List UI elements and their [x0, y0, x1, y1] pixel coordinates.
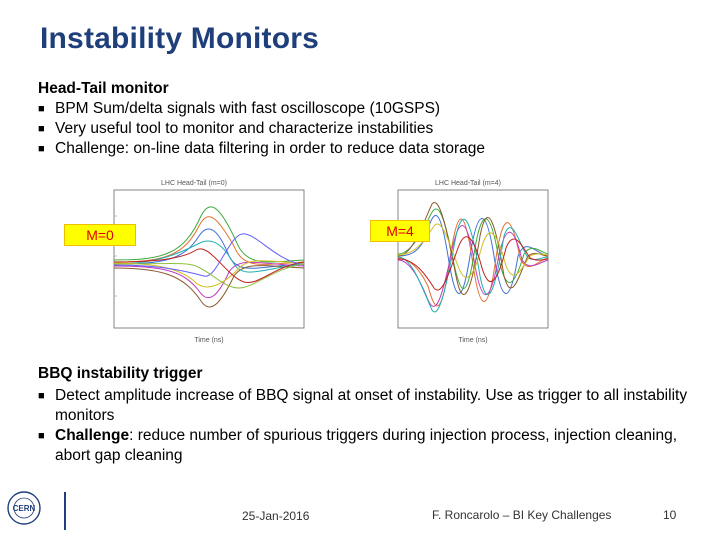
mode-label-m4: M=4 — [370, 220, 430, 242]
bullet-icon: ■ — [38, 143, 45, 155]
mode-label-m0: M=0 — [64, 224, 136, 246]
bullet-icon: ■ — [38, 123, 45, 135]
bullet-icon: ■ — [38, 103, 45, 115]
plot-title: LHC Head-Tail (m=0) — [161, 180, 227, 187]
bullet-item: ■ Challenge: on-line data filtering in order to reduce data storage — [38, 140, 485, 157]
bullet-list-head-tail — [38, 99, 485, 159]
x-axis-label: Time (ns) — [194, 337, 224, 344]
cern-logo-icon — [6, 490, 42, 526]
bullet-icon: ■ — [38, 430, 45, 442]
bullet-item: ■ BPM Sum/delta signals with fast oscilloscope (10GSPS) — [38, 100, 441, 117]
section-heading-head-tail: Head-Tail monitor — [38, 80, 169, 97]
slide-title: Instability Monitors — [40, 22, 320, 55]
section-heading-bbq: BBQ instability trigger — [38, 365, 203, 382]
footer-author: F. Roncarolo – BI Key Challenges — [432, 508, 612, 522]
footer-divider — [64, 492, 66, 530]
svg-text:CERN: CERN — [12, 504, 36, 513]
bullet-item: ■ Detect amplitude increase of BBQ signal at onset of instability. Use as trigger to all instability monitors — [38, 387, 688, 424]
head-tail-plot-m0 — [84, 176, 316, 346]
plot-title: LHC Head-Tail (m=4) — [435, 180, 501, 187]
footer-date: 25-Jan-2016 — [242, 509, 310, 523]
bullet-item: ■ Very useful tool to monitor and characterize instabilities — [38, 120, 434, 137]
bullet-icon: ■ — [38, 390, 45, 402]
x-axis-label: Time (ns) — [458, 337, 488, 344]
bullet-list-bbq — [38, 386, 708, 466]
bullet-item: ■ Challenge: reduce number of spurious triggers during injection process, injection cleaning, abort gap cleaning — [38, 427, 678, 464]
page-number: 10 — [663, 508, 677, 522]
head-tail-plot-m4 — [368, 176, 556, 346]
challenge-label: Challenge — [55, 427, 130, 444]
